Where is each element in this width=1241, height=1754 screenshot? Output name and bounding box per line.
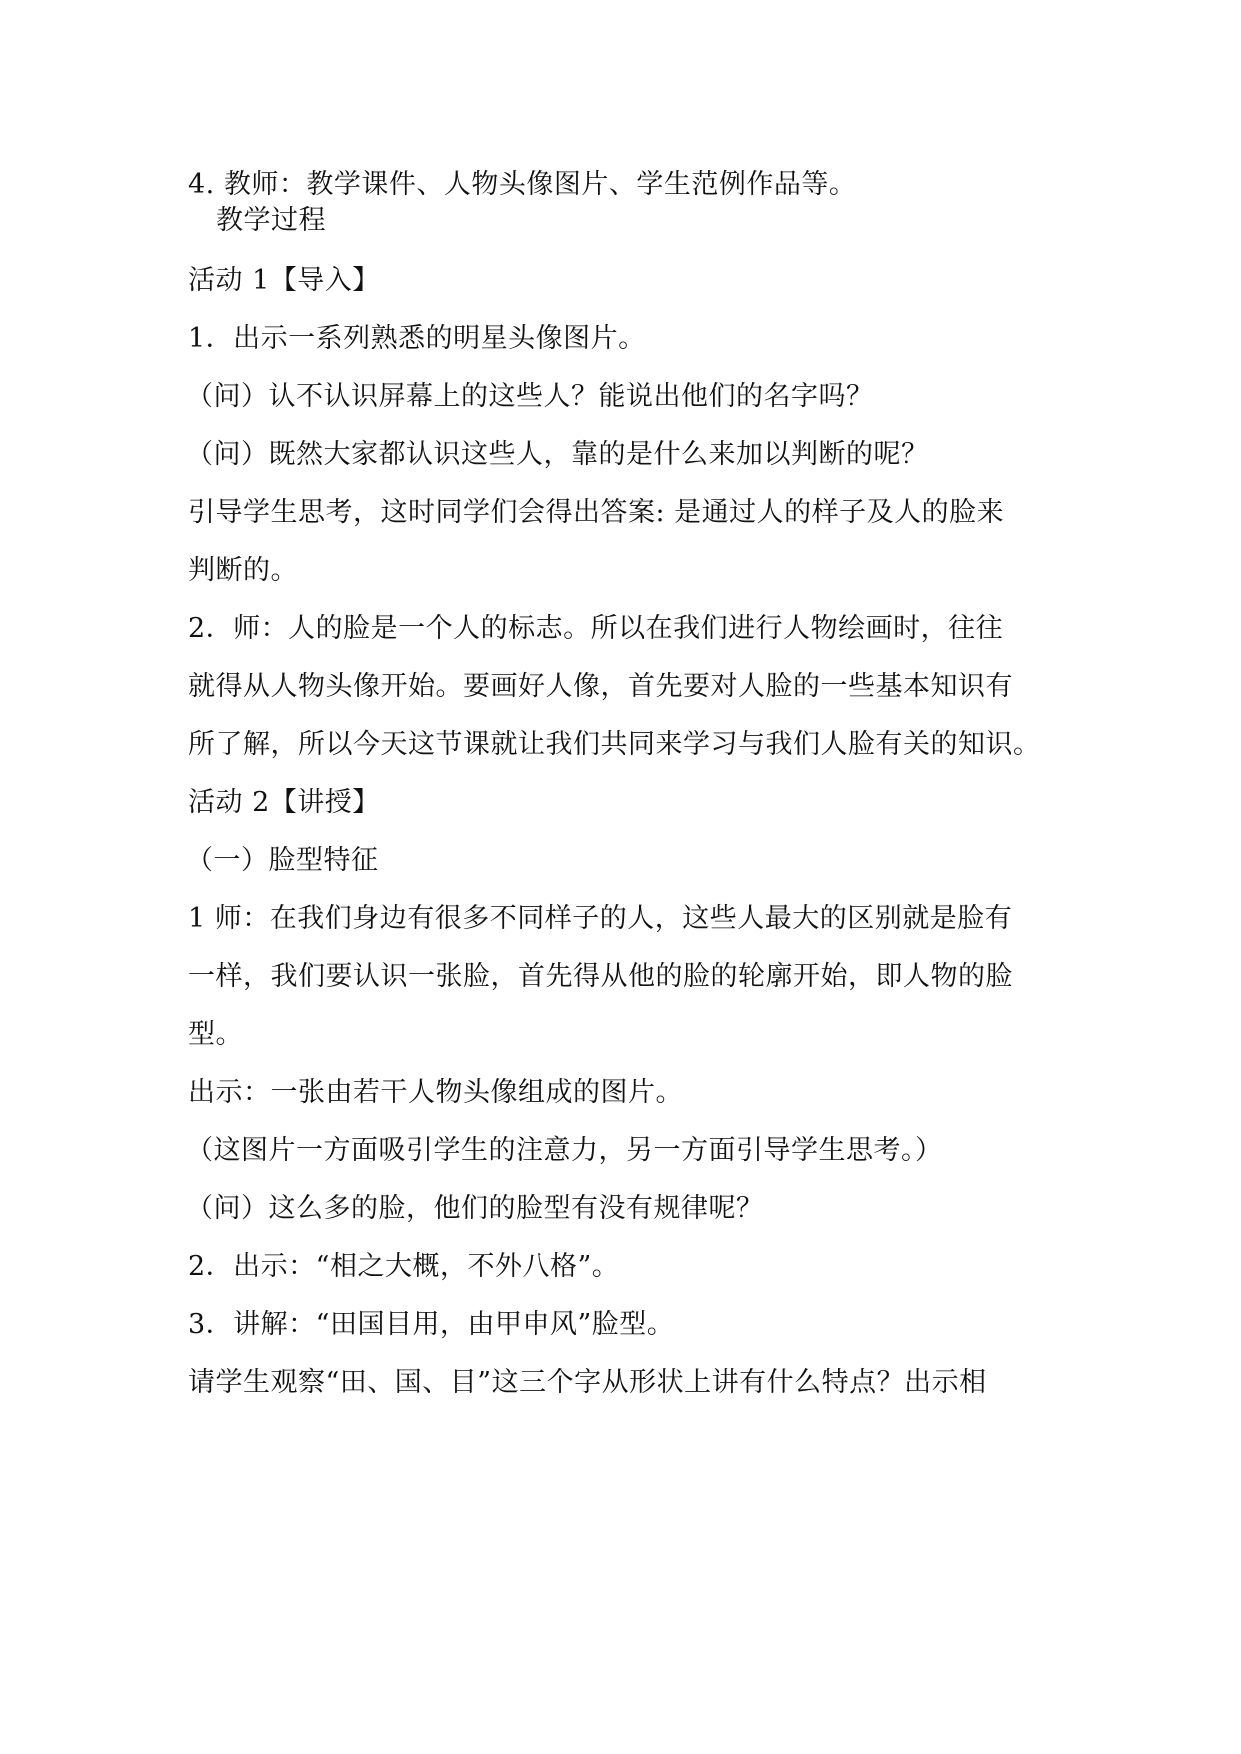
text-line: 判断的。 (188, 555, 298, 586)
text-line: 2．出示：“相之大概，不外八格”。 (188, 1251, 620, 1282)
text-line: 2．师：人的脸是一个人的标志。所以在我们进行人物绘画时，往往 (188, 613, 1004, 644)
text-line: （问）既然大家都认识这些人，靠的是什么来加以判断的呢？ (186, 439, 929, 470)
text-line-teacher-materials: 4. 教师：教学课件、人物头像图片、学生范例作品等。 (188, 169, 857, 200)
text-line: 1．出示一系列熟悉的明星头像图片。 (188, 323, 646, 354)
text-line: 1 师：在我们身边有很多不同样子的人，这些人最大的区别就是脸有 (188, 903, 1013, 934)
text-line: 一样，我们要认识一张脸，首先得从他的脸的轮廓开始，即人物的脸 (188, 961, 1013, 992)
text-line: （这图片一方面吸引学生的注意力，另一方面引导学生思考。） (186, 1135, 943, 1166)
text-line: 就得从人物头像开始。要画好人像，首先要对人脸的一些基本知识有 (188, 671, 1013, 702)
text-line: 型。 (188, 1019, 243, 1050)
heading-activity-2: 活动 2【讲授】 (188, 787, 380, 818)
text-line: （问）认不认识屏幕上的这些人？能说出他们的名字吗？ (186, 381, 874, 412)
text-line: 出示：一张由若干人物头像组成的图片。 (188, 1077, 683, 1108)
text-line: 请学生观察“田、国、目”这三个字从形状上讲有什么特点？出示相 (188, 1367, 987, 1398)
heading-teaching-process: 教学过程 (216, 205, 326, 236)
text-line: 引导学生思考，这时同学们会得出答案: 是通过人的样子及人的脸来 (188, 497, 1005, 528)
heading-face-shape: （一）脸型特征 (186, 845, 379, 876)
heading-activity-1: 活动 1【导入】 (188, 265, 380, 296)
text-line: （问）这么多的脸，他们的脸型有没有规律呢？ (186, 1193, 764, 1224)
text-line: 3．讲解：“田国目用，由甲申风”脸型。 (188, 1309, 675, 1340)
text-line: 所了解，所以今天这节课就让我们共同来学习与我们人脸有关的知识。 (188, 729, 1041, 760)
